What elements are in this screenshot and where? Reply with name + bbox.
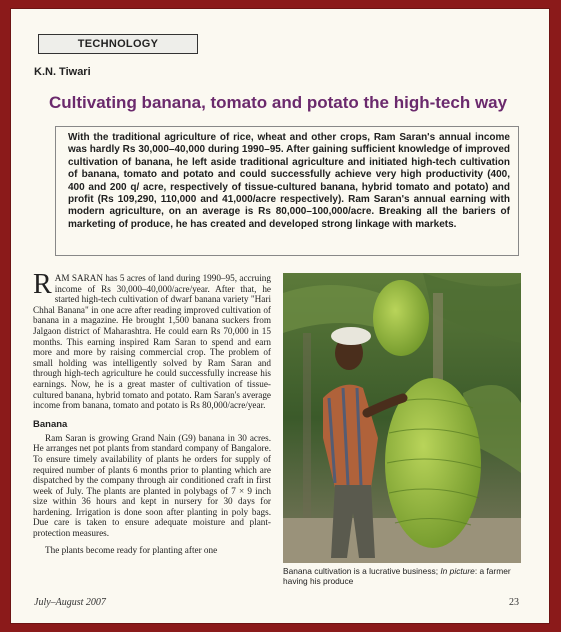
drop-cap: R: [33, 273, 52, 300]
photo-caption: [283, 566, 523, 586]
intro-text: With the traditional agriculture of rice, wheat and other crops, Ram Saran's annual income was hardly Rs 30,000–40,000 during 1990–95. After gaining sufficient knowledge of improved cultivation of banana, he left aside traditional agriculture and initiated high-tech cultivation of banana, tomato and potato and could successfully achieve very high productivity (400, 400 and 200 q/ acre, respectively of tissue-cultured banana, hybrid tomato and potato) and profit (Rs 109,290, 110,000 and 41,000/acre respectively). Ram Saran's annual earning with modern agriculture, on an average is Rs 80,000–100,000/acre. Breaking all the bariers of marketing of produce, he has created and developed strong linkage with markets.: [68, 132, 510, 230]
issue-date: July–August 2007: [34, 597, 106, 608]
author-byline: K.N. Tiwari: [34, 66, 91, 78]
photo-illustration: [283, 273, 521, 563]
caption-italic: In picture: [440, 566, 475, 576]
article-headline: Cultivating banana, tomato and potato the high-tech way: [49, 93, 508, 112]
caption-main: Banana cultivation is a lucrative business;: [283, 566, 441, 576]
subhead-banana: Banana: [33, 418, 68, 430]
body-paragraph-1: [33, 273, 271, 411]
section-label: TECHNOLOGY: [38, 34, 198, 54]
page-number: 23: [509, 597, 519, 608]
body-paragraph-1-text: AM SARAN has 5 acres of land during 1990–95, accruing income of Rs 30,000–40,000/acre/year. After that, he started high-tech cultivation of dwarf banana variety "Hari Chhal Banana" in one acre after reading improved cultivation of banana in a magazine. He brought 1,500 banana suckers from Jalgaon district of Maharashtra. He could earn Rs 70,000 in 15 months. This earning inspired Ram Saran to spend and earn more and more by raising commercial crop. The problem of small holding was intelligently solved by Ram Saran and through high-tech agriculture he could successfully increase his earnings. Now, he is a great master of cultivation of tissue-cultured banana, hybrid tomato and potato. Ram Saran's average income from banana, tomato and potato is Rs 80,000/acre/year.: [33, 273, 271, 411]
body-paragraph-2: Ram Saran is growing Grand Nain (G9) banana in 30 acres. He arranges net pot plants from standard company of Bangalore. To ensure timely availability of plants he orders for supply of required number of plants 6 months prior to planting which are dispatched by the company through air conditioned craft in first week of July. The plants are planted in polybags of 7 × 9 inch size within 36 hours and kept in nursery for 30 days for hardening. Irrigation is done soon after planting in poly bags. Due care is taken to ensure adequate moisture and plant-protection measures.: [33, 432, 271, 539]
banana-farmer-photo: [283, 273, 521, 563]
body-paragraph-3: The plants become ready for planting after one: [45, 544, 218, 555]
body-column: [33, 273, 271, 581]
intro-box: [55, 126, 519, 256]
caption-rest: : a farmer having his produce: [283, 566, 511, 586]
